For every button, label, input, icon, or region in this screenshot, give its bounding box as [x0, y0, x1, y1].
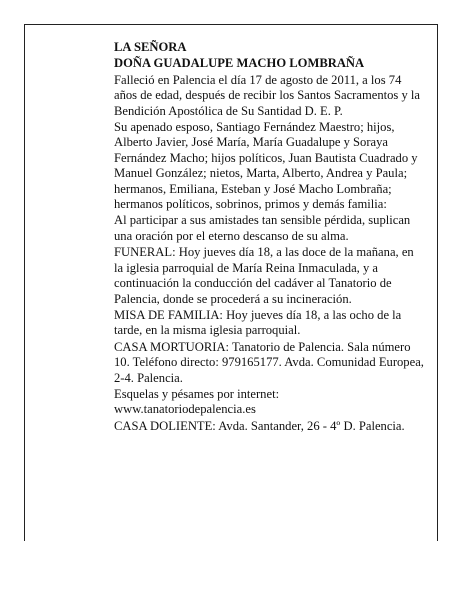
family-home-address: CASA DOLIENTE: Avda. Santander, 26 - 4º D. Palencia. — [114, 418, 405, 433]
funeral-home-info: CASA MORTUORIA: Tanatorio de Palencia. Sala número 10. Teléfono directo: 979165177. Avda. Comunidad Europea, 2-4. Palencia. — [114, 339, 424, 385]
funeral-info: FUNERAL: Hoy jueves día 18, a las doce de la mañana, en la iglesia parroquial de María Reina Inmaculada, y a continuación la conducción del cadáver al Tanatorio de Palencia, donde se procederá a su incineración. — [114, 245, 414, 306]
obituary-notice — [114, 40, 424, 435]
family-list: Su apenado esposo, Santiago Fernández Maestro; hijos, Alberto Javier, José María, María Guadalupe y Soraya Fernández Macho; hijos políticos, Juan Bautista Cuadrado y Manuel González; nietos, Marta, Alberto, Andrea y Paula; hermanos, Emiliana, Esteban y José Macho Lombraña; hermanos políticos, sobrinos, primos y demás familia: — [114, 120, 418, 212]
online-condolences: Esquelas y pésames por internet: www.tanatoriodepalencia.es — [114, 386, 280, 417]
prayer-request: Al participar a sus amistades tan sensible pérdida, suplican una oración por el eterno descanso de su alma. — [114, 213, 411, 243]
deceased-name: DOÑA GUADALUPE MACHO LOMBRAÑA — [114, 56, 365, 71]
notice-heading: LA SEÑORA — [114, 40, 187, 54]
family-mass-info: MISA DE FAMILIA: Hoy jueves día 18, a las ocho de la tarde, en la misma iglesia parroquial. — [114, 307, 402, 338]
death-announcement: Falleció en Palencia el día 17 de agosto de 2011, a los 74 años de edad, después de recibir los Santos Sacramentos y la Bendición Apostólica de Su Santidad D. E. P. — [114, 72, 421, 118]
